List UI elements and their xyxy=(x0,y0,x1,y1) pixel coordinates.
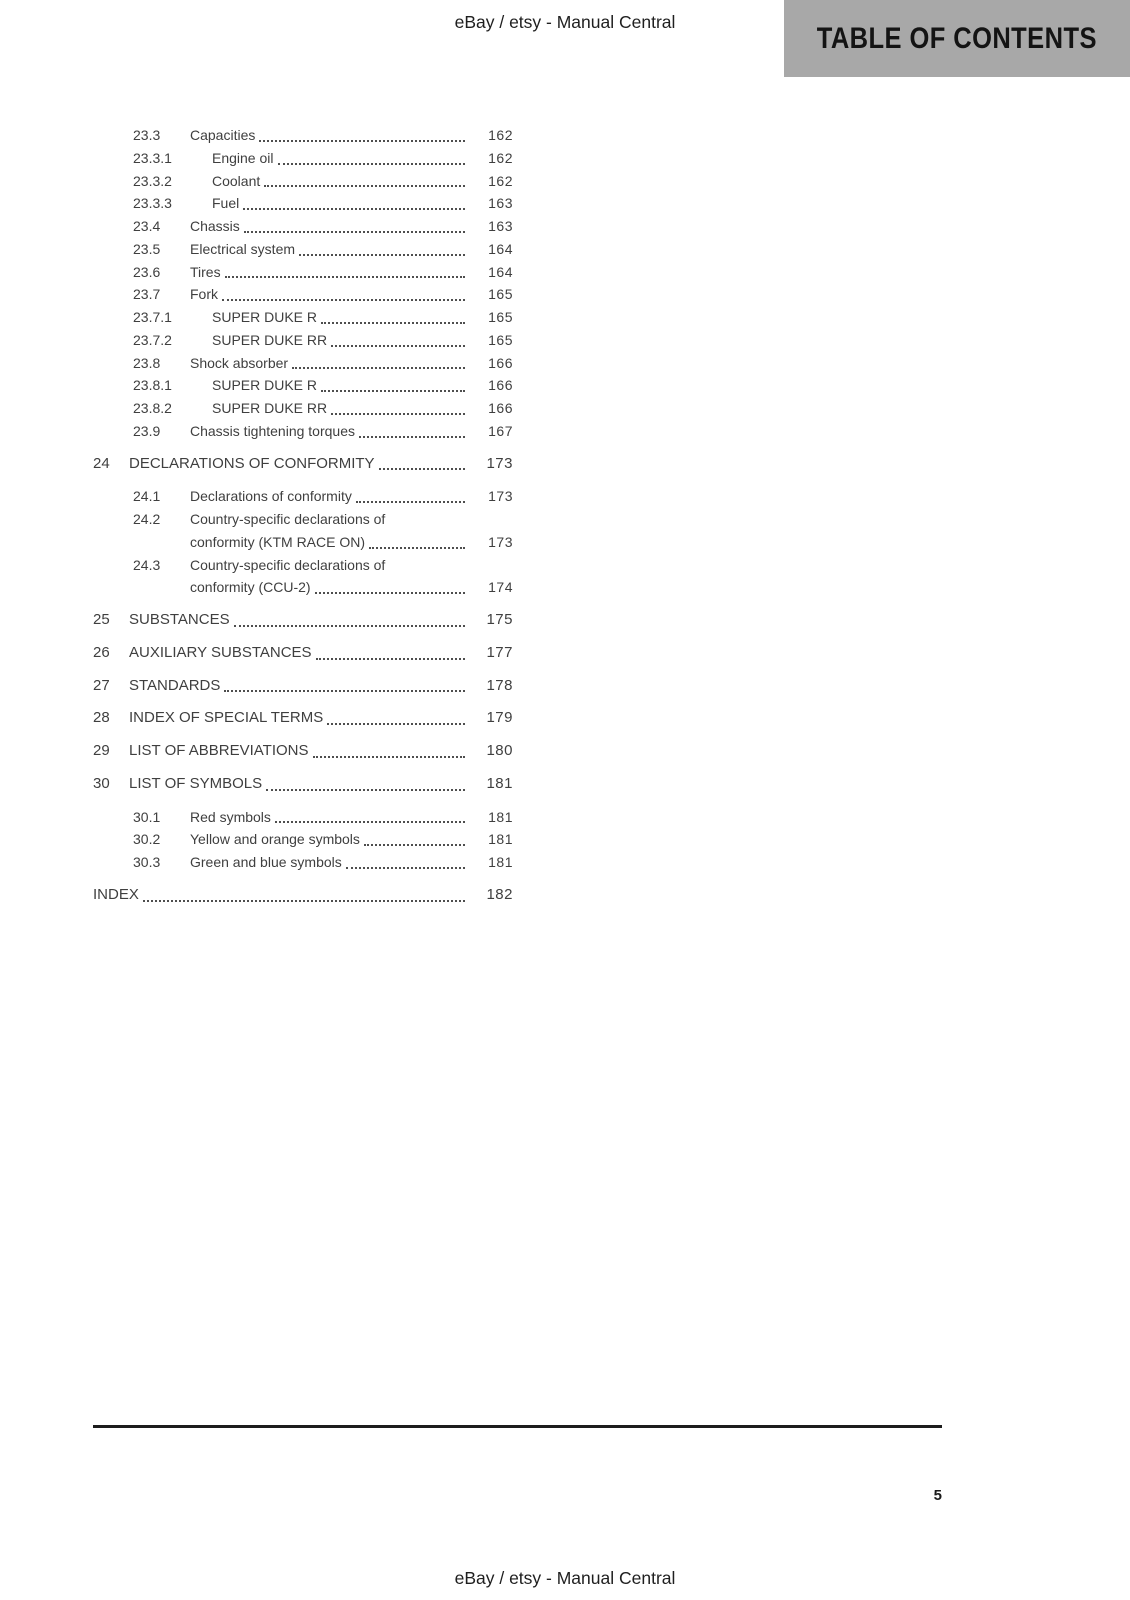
toc-entry-body xyxy=(190,261,513,284)
dot-leader xyxy=(266,773,465,791)
toc-entry-title: SUBSTANCES xyxy=(129,611,230,628)
dot-leader xyxy=(224,675,465,693)
dot-leader xyxy=(346,851,465,869)
dot-leader xyxy=(321,306,465,324)
toc-entry-page: 179 xyxy=(486,709,513,727)
dot-leader xyxy=(331,397,465,415)
toc-entry-page: 181 xyxy=(488,808,513,825)
toc-entry-body xyxy=(190,420,513,443)
toc-entry-title: Red symbols xyxy=(190,808,271,825)
dot-leader xyxy=(331,329,465,347)
toc-entry-line xyxy=(93,884,513,907)
toc-entry xyxy=(93,554,513,600)
dot-leader xyxy=(259,124,465,142)
toc-entry-title: Chassis xyxy=(190,218,240,234)
toc-entry-title: Tires xyxy=(190,263,221,280)
toc-entry-number: 23.7.1 xyxy=(133,309,172,325)
toc-entry-page: 181 xyxy=(488,831,513,848)
toc-entry-line xyxy=(190,124,513,147)
dot-leader xyxy=(264,170,465,188)
toc-entry-page: 165 xyxy=(488,331,513,348)
toc-entry-title: Country-specific declarations of xyxy=(190,556,386,573)
toc-entry-line xyxy=(212,170,513,193)
toc-entry-page: 162 xyxy=(488,172,513,189)
toc-entry-number: 24.2 xyxy=(133,511,161,527)
dot-leader xyxy=(313,740,466,758)
dot-leader xyxy=(379,453,465,471)
page-banner-title: TABLE OF CONTENTS xyxy=(816,21,1098,55)
toc-entry-line xyxy=(190,352,513,375)
footer-rule xyxy=(93,1425,942,1428)
toc-entry xyxy=(93,215,513,238)
toc-entry xyxy=(93,806,513,829)
toc-entry xyxy=(93,147,513,170)
header-watermark: eBay / etsy - Manual Central xyxy=(454,12,676,32)
toc-entry-title: Engine oil xyxy=(212,149,274,166)
toc-entry-title: SUPER DUKE R xyxy=(212,377,318,394)
toc-entry-body xyxy=(212,397,513,420)
dot-leader xyxy=(278,147,466,165)
toc-entry xyxy=(93,397,513,420)
toc-entry-title: STANDARDS xyxy=(129,676,221,694)
toc-entry-line xyxy=(129,675,513,698)
toc-entry-body xyxy=(190,352,513,375)
toc-entry-title-continued: conformity (KTM RACE ON) xyxy=(190,533,366,550)
toc-entry-title: Green and blue symbols xyxy=(190,854,342,870)
toc-entry-line xyxy=(190,238,513,261)
toc-entry-title: Electrical system xyxy=(190,240,296,257)
dot-leader xyxy=(234,609,465,627)
toc-entry-number: 24.1 xyxy=(133,488,161,505)
toc-entry-line xyxy=(129,740,513,763)
toc-entry xyxy=(93,124,513,147)
toc-entry-line xyxy=(190,806,513,829)
toc-entry-line xyxy=(190,283,513,306)
page-banner xyxy=(784,0,1130,77)
toc-entry-page: 166 xyxy=(488,377,513,394)
toc-entry-page: 165 xyxy=(488,286,513,303)
toc-entry-number: 30.3 xyxy=(133,854,161,870)
toc-entry-body xyxy=(129,675,513,698)
toc-entry xyxy=(93,828,513,851)
toc-entry-body xyxy=(129,453,513,476)
toc-entry-title: Fork xyxy=(190,286,218,303)
toc-entry xyxy=(93,453,513,476)
toc-entry-page: 182 xyxy=(486,885,513,903)
toc-entry-title: AUXILIARY SUBSTANCES xyxy=(129,643,312,661)
toc-entry-line xyxy=(129,707,513,730)
toc-entry-line xyxy=(212,374,513,397)
toc-entry-title: Fuel xyxy=(212,195,240,212)
toc-entry-body xyxy=(129,609,513,632)
toc-entry-page: 162 xyxy=(488,127,513,143)
toc-entry xyxy=(93,884,513,907)
toc-entry-title: LIST OF SYMBOLS xyxy=(129,774,263,792)
toc-entry-line xyxy=(129,773,513,796)
dot-leader xyxy=(369,531,465,549)
toc-entry-page: 180 xyxy=(486,742,513,759)
toc-entry-page: 173 xyxy=(486,454,513,472)
toc-entry-body xyxy=(190,554,513,600)
toc-entry-number: 23.8.2 xyxy=(133,400,172,416)
toc-entry-title: SUPER DUKE RR xyxy=(212,400,328,416)
toc-entry-body xyxy=(93,884,513,907)
toc-entry-page: 162 xyxy=(488,149,513,166)
toc-entry-body xyxy=(190,485,513,508)
toc-entry-number: 23.8.1 xyxy=(133,377,172,394)
toc-entry-body xyxy=(190,238,513,261)
toc-entry-page: 164 xyxy=(488,240,513,257)
toc-entry-number: 23.3.2 xyxy=(133,172,172,189)
toc-entry-page: 166 xyxy=(488,400,513,416)
toc-entry-body xyxy=(190,124,513,147)
toc-entry xyxy=(93,420,513,443)
toc-entry-line xyxy=(212,147,513,170)
toc-entry-number: 23.6 xyxy=(133,263,161,280)
toc-entry-line xyxy=(190,485,513,508)
toc-entry-number: 23.7 xyxy=(133,286,161,303)
toc-entry xyxy=(93,283,513,306)
toc-entry-title: LIST OF ABBREVIATIONS xyxy=(129,742,309,759)
toc-entry-page: 164 xyxy=(488,263,513,280)
toc-entry-title: Capacities xyxy=(190,127,256,143)
toc-entry-body xyxy=(129,642,513,665)
toc-entry-line xyxy=(190,851,513,874)
toc-entry-title: Coolant xyxy=(212,172,261,189)
toc-entry-line xyxy=(190,554,513,577)
dot-leader xyxy=(359,420,465,438)
toc-entry-line xyxy=(212,329,513,352)
toc-entry-page: 173 xyxy=(488,488,513,505)
toc-entry xyxy=(93,306,513,329)
toc-entry-body xyxy=(212,306,513,329)
toc-entry-number: 27 xyxy=(93,676,110,694)
table-of-contents xyxy=(93,124,513,917)
toc-entry xyxy=(93,675,513,698)
toc-entry-number: 23.3.1 xyxy=(133,149,172,166)
toc-entry-number: 24.3 xyxy=(133,556,161,573)
toc-entry xyxy=(93,642,513,665)
toc-entry-body xyxy=(190,215,513,238)
toc-entry xyxy=(93,485,513,508)
toc-entry-body xyxy=(190,283,513,306)
toc-entry xyxy=(93,192,513,215)
toc-entry-body xyxy=(212,170,513,193)
toc-entry-number: 23.5 xyxy=(133,240,161,257)
toc-entry-body xyxy=(190,508,513,554)
toc-entry-title: Yellow and orange symbols xyxy=(190,831,360,848)
toc-entry xyxy=(93,374,513,397)
toc-entry-page: 167 xyxy=(488,422,513,439)
toc-entry-title: INDEX xyxy=(93,885,139,903)
toc-entry-body xyxy=(190,828,513,851)
toc-entry-body xyxy=(212,374,513,397)
toc-entry-number: 30 xyxy=(93,774,110,792)
toc-entry xyxy=(93,740,513,763)
toc-entry xyxy=(93,261,513,284)
toc-entry-body xyxy=(212,329,513,352)
toc-entry xyxy=(93,773,513,796)
toc-entry-line xyxy=(190,215,513,238)
toc-entry-body xyxy=(129,707,513,730)
footer-watermark: eBay / etsy - Manual Central xyxy=(454,1568,676,1588)
toc-entry-line xyxy=(212,306,513,329)
toc-entry-number: 23.3.3 xyxy=(133,195,172,212)
toc-entry-body xyxy=(129,740,513,763)
toc-entry-number: 25 xyxy=(93,611,110,628)
dot-leader xyxy=(315,576,465,594)
toc-entry-body xyxy=(212,192,513,215)
toc-entry-page: 177 xyxy=(486,643,513,661)
dot-leader xyxy=(225,261,465,279)
toc-entry xyxy=(93,508,513,554)
toc-entry-page: 174 xyxy=(488,579,513,596)
toc-entry-body xyxy=(212,147,513,170)
dot-leader xyxy=(244,215,465,233)
dot-leader xyxy=(222,283,465,301)
dot-leader xyxy=(275,806,465,824)
toc-entry-line xyxy=(190,576,513,599)
toc-entry-line xyxy=(190,261,513,284)
dot-leader xyxy=(292,352,465,370)
toc-entry-title-continued: conformity (CCU-2) xyxy=(190,579,311,596)
toc-entry-number: 26 xyxy=(93,643,110,661)
toc-entry-number: 30.1 xyxy=(133,808,161,825)
toc-entry-page: 163 xyxy=(488,195,513,212)
toc-entry-body xyxy=(129,773,513,796)
toc-entry-page: 181 xyxy=(488,854,513,870)
toc-entry-page: 165 xyxy=(488,309,513,325)
toc-entry-title: Shock absorber xyxy=(190,354,289,371)
dot-leader xyxy=(243,192,465,210)
toc-entry-number: 23.8 xyxy=(133,354,161,371)
toc-entry xyxy=(93,329,513,352)
page-number: 5 xyxy=(933,1487,942,1504)
toc-entry-page: 166 xyxy=(488,354,513,371)
dot-leader xyxy=(327,707,465,725)
toc-entry-title: DECLARATIONS OF CONFORMITY xyxy=(129,454,375,472)
dot-leader xyxy=(299,238,465,256)
toc-entry xyxy=(93,609,513,632)
toc-entry-line xyxy=(190,828,513,851)
toc-entry-body xyxy=(190,806,513,829)
toc-entry-title: INDEX OF SPECIAL TERMS xyxy=(129,709,324,727)
toc-entry-page: 178 xyxy=(486,676,513,694)
toc-entry-line xyxy=(190,531,513,554)
toc-entry-line xyxy=(212,192,513,215)
dot-leader xyxy=(321,374,465,392)
toc-entry-line xyxy=(129,609,513,632)
toc-entry xyxy=(93,851,513,874)
toc-entry-page: 173 xyxy=(488,533,513,550)
toc-entry-body xyxy=(190,851,513,874)
toc-entry-number: 23.4 xyxy=(133,218,161,234)
toc-entry-number: 29 xyxy=(93,742,110,759)
toc-entry-title: Chassis tightening torques xyxy=(190,422,355,439)
toc-entry-page: 163 xyxy=(488,218,513,234)
toc-entry xyxy=(93,707,513,730)
toc-entry-line xyxy=(190,420,513,443)
toc-entry-number: 28 xyxy=(93,709,110,727)
toc-entry xyxy=(93,238,513,261)
toc-entry-title: Country-specific declarations of xyxy=(190,511,386,527)
dot-leader xyxy=(143,884,465,902)
dot-leader xyxy=(364,828,465,846)
toc-entry-title: Declarations of conformity xyxy=(190,488,352,505)
toc-entry-line xyxy=(190,508,513,531)
toc-entry-line xyxy=(129,642,513,665)
toc-entry-number: 23.7.2 xyxy=(133,331,172,348)
toc-entry-number: 30.2 xyxy=(133,831,161,848)
toc-entry-title: SUPER DUKE RR xyxy=(212,331,328,348)
toc-entry-line xyxy=(129,453,513,476)
toc-entry-title: SUPER DUKE R xyxy=(212,309,318,325)
toc-entry-page: 181 xyxy=(486,774,513,792)
dot-leader xyxy=(356,485,465,503)
toc-entry-number: 23.3 xyxy=(133,127,161,143)
toc-entry xyxy=(93,352,513,375)
toc-entry-page: 175 xyxy=(486,611,513,628)
dot-leader xyxy=(316,642,465,660)
toc-entry-number: 23.9 xyxy=(133,422,161,439)
toc-entry-number: 24 xyxy=(93,454,110,472)
toc-entry-line xyxy=(212,397,513,420)
toc-entry xyxy=(93,170,513,193)
